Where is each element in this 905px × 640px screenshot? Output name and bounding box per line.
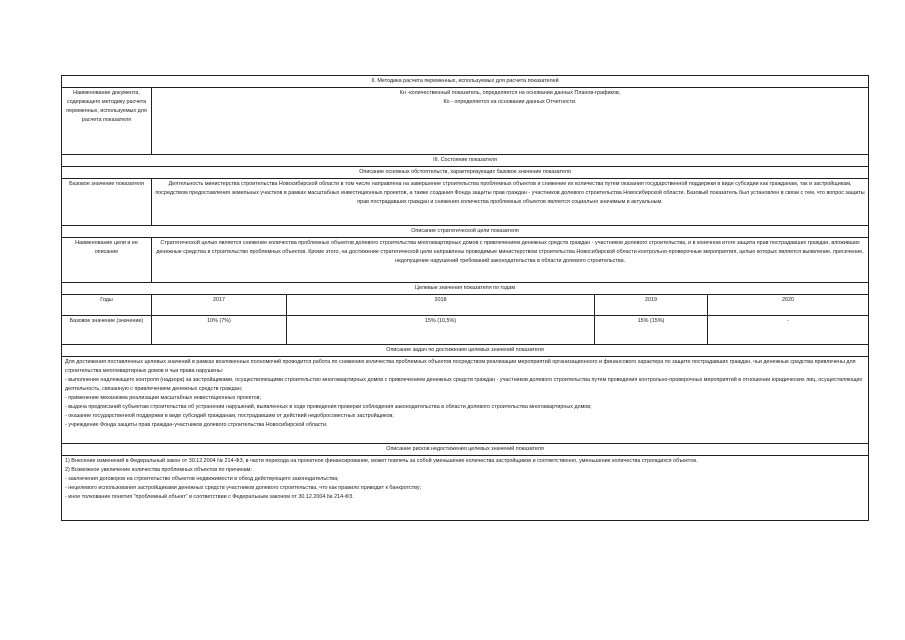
tasks-title: Описание задач по достижению целевых значений показателя bbox=[62, 345, 869, 357]
methodology-line: Кн -количественный показатель, определяется на основании данных Планов-графиков, bbox=[399, 90, 621, 96]
target-value: 15% (15%) bbox=[595, 316, 708, 345]
strategic-header-row bbox=[62, 226, 869, 238]
target-base-label: Базовое значение (значение) bbox=[62, 316, 152, 345]
methodology-content bbox=[152, 88, 869, 155]
target-value: 10% (7%) bbox=[152, 316, 287, 345]
targets-header-row bbox=[62, 283, 869, 295]
base-value-label: Базовое значение показателя bbox=[62, 179, 152, 226]
task-line: - учреждение Фонда защиты прав граждан-участников долевого строительства Новосибирской области. bbox=[65, 422, 328, 428]
section3-header-row bbox=[62, 155, 869, 167]
tasks-header-row bbox=[62, 345, 869, 357]
base-value-text: Деятельность министерства строительства Новосибирской области в том числе направлена на завершение строительства проблемных объектов и снижение их количества путем оказания государственной поддержки в виде субсидии как гражданам, так и застройщикам, посредством предоставления земельных участков в рамках масштабных инвестиционных проектов, а также создания Фонда защиты прав граждан - участников долевого строительства Новосибирской области. Базовый показатель был установлен в связи с тем, что вопрос защиты прав пострадавших граждан и снижения количества проблемных объектов является социально значимым и актуальным. bbox=[152, 179, 869, 226]
task-line: - выполнение надлежащего контроля (надзора) за застройщиками, осуществляющими строительство многоквартирных домов с привлечением денежных средств граждан - участников долевого строительства путем проведения контрольно-проверочных мероприятий в отношении юридических лиц, осуществляющих деятельность, связанную с привлечением денежных средств граждан; bbox=[65, 377, 863, 392]
methodology-label: Наименование документа, содержащего методику расчета переменных, используемых для расчета показателя bbox=[62, 88, 152, 155]
circumstances-title: Описание основных обстоятельств, характеризующих базовое значение показателя bbox=[62, 167, 869, 179]
circumstances-header-row bbox=[62, 167, 869, 179]
section2-header-row bbox=[62, 76, 869, 88]
tasks-row bbox=[62, 357, 869, 444]
indicator-table bbox=[61, 75, 869, 521]
year-cell: 2020 bbox=[708, 295, 869, 316]
risks-header-row bbox=[62, 444, 869, 456]
task-line: - выдача предписаний субъектам строительства об устранении нарушений, выявленных в ходе проведения проверки соблюдения законодательства в области долевого строительства многоквартирных домов; bbox=[65, 404, 592, 410]
risk-line: 2) Возможное увеличение количества проблемных объектов по причинам: bbox=[65, 467, 252, 473]
strategic-title: Описание стратегической цели показателя bbox=[62, 226, 869, 238]
base-value-row bbox=[62, 179, 869, 226]
goal-row bbox=[62, 238, 869, 283]
risk-line: - нецелевого использования застройщиками денежных средств участников долевого строительства, что как правило приводит к банкротству; bbox=[65, 485, 422, 491]
goal-label: Наименование цели и ее описание bbox=[62, 238, 152, 283]
risk-line: - заключения договоров на строительство объектов недвижимости в обход действующего законодательства; bbox=[65, 476, 339, 482]
risks-title: Описание рисков недостижения целевых значений показателя bbox=[62, 444, 869, 456]
task-line: Для достижения поставленных целевых значений в рамках возложенных полномочий проводится работа по снижению количества проблемных объектов посредством реализации мероприятий организационного и финансового характера по защите пострадавших граждан, чьи денежные средства привлечены для строительства многоквартирных домов и чьи права нарушены: bbox=[65, 359, 856, 374]
task-line: - оказание государственной поддержки в виде субсидий гражданам, пострадавшим от действий недобросовестных застройщиков; bbox=[65, 413, 394, 419]
targets-title: Целевые значения показателя по годам bbox=[62, 283, 869, 295]
years-row bbox=[62, 295, 869, 316]
methodology-line: Ко - определяется на основании данных Отчетности. bbox=[443, 99, 577, 105]
section2-title: II. Методика расчета переменных, используемых для расчета показателей bbox=[62, 76, 869, 88]
section3-title: III. Состояние показателя bbox=[62, 155, 869, 167]
risks-content bbox=[62, 456, 869, 521]
risks-row bbox=[62, 456, 869, 521]
year-cell: 2018 bbox=[287, 295, 595, 316]
risk-line: 1) Внесение изменений в Федеральный закон от 30.12.2004 № 214-ФЗ, в части перехода на проектное финансирование, может повлечь за собой уменьшение количества застройщиков и соответственно, уменьшение количества строящихся объектов. bbox=[65, 458, 698, 464]
year-cell: 2019 bbox=[595, 295, 708, 316]
target-value: 15% (10,5%) bbox=[287, 316, 595, 345]
methodology-row bbox=[62, 88, 869, 155]
risk-line: - иное толкование понятия "проблемный объект" в соответствии с Федеральным законом от 30.12.2004 № 214-ФЗ. bbox=[65, 494, 354, 500]
target-values-row bbox=[62, 316, 869, 345]
goal-text: Стратегической целью является снижение количества проблемных объектов долевого строительства многоквартирных домов с привлечением денежных средств граждан - участников долевого строительства, и в конечном итоге защита прав пострадавших граждан, вложивших денежные средства в строительство проблемных объектов. Кроме этого, на достижение стратегической цели направлены проводимые министерством строительства Новосибирской области контрольно-проверочные мероприятия, целью которых является выявление, пресечение, недопущение нарушений требований законодательства в области долевого строительства. bbox=[152, 238, 869, 283]
document bbox=[61, 75, 868, 521]
tasks-content bbox=[62, 357, 869, 444]
year-cell: 2017 bbox=[152, 295, 287, 316]
target-value: - bbox=[708, 316, 869, 345]
years-label: Годы bbox=[62, 295, 152, 316]
task-line: - применение механизма реализации масштабных инвестиционных проектов; bbox=[65, 395, 261, 401]
